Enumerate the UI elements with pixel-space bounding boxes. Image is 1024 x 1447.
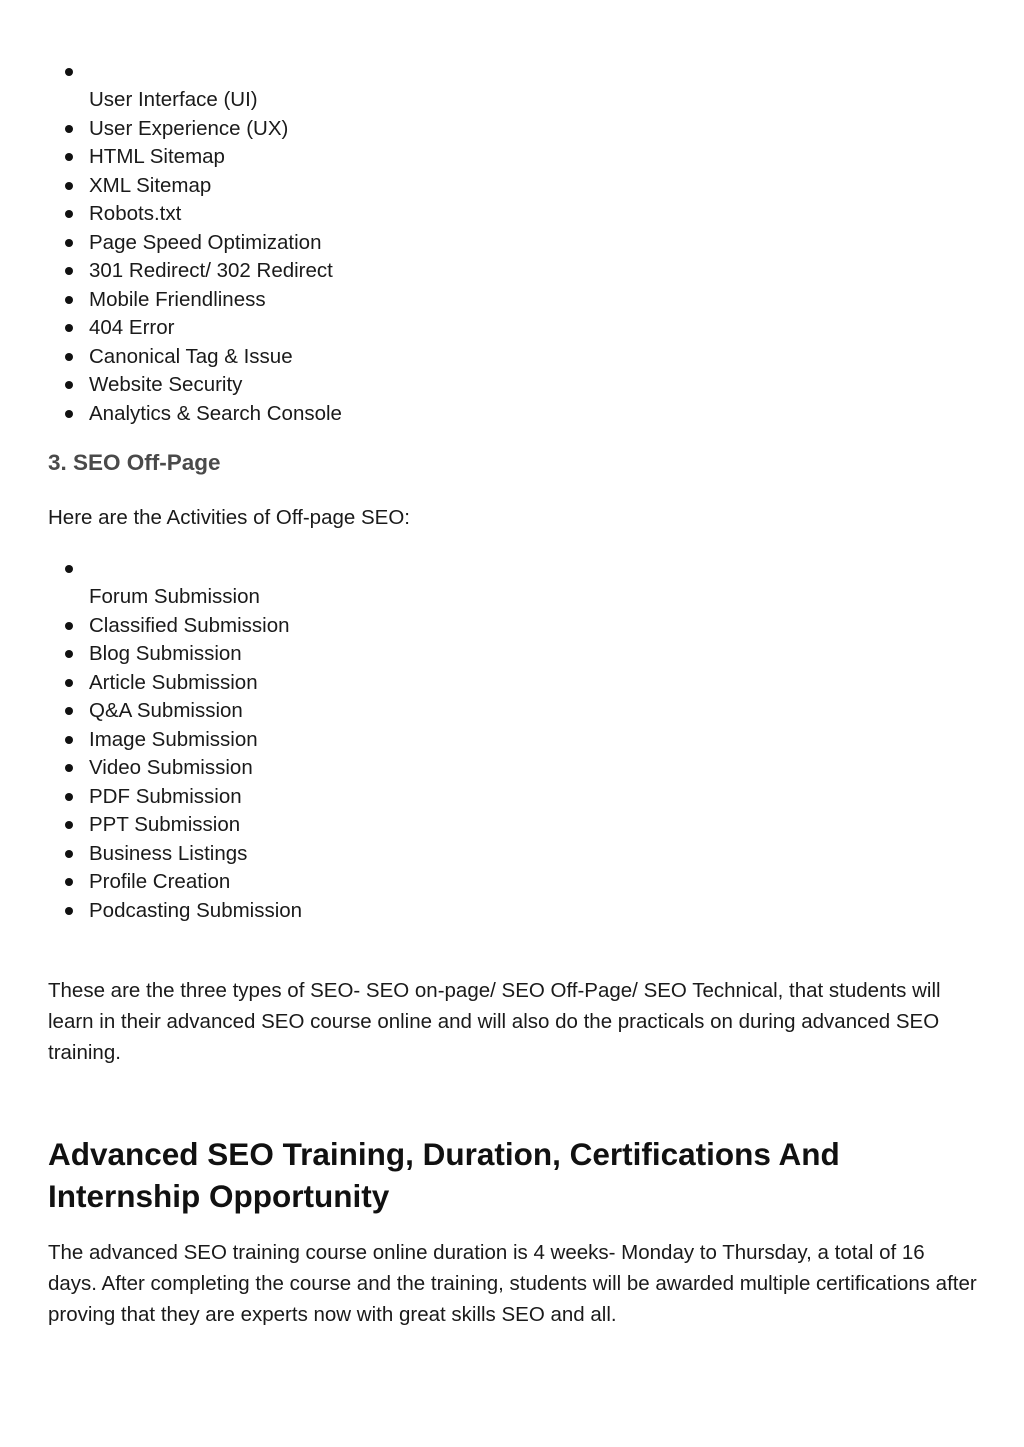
list-item-text: XML Sitemap xyxy=(89,173,212,197)
offpage-seo-list xyxy=(48,555,302,925)
bullet-icon xyxy=(65,650,73,658)
list-item-text: Mobile Friendliness xyxy=(89,287,266,311)
list-item xyxy=(48,783,302,812)
bullet-icon xyxy=(65,153,73,161)
training-section-heading: Advanced SEO Training, Duration, Certifications And Internship Opportunity xyxy=(48,1136,840,1214)
bullet-icon xyxy=(65,410,73,418)
bullet-icon xyxy=(65,381,73,389)
list-item-text: Q&A Submission xyxy=(89,699,243,722)
list-item-text: 301 Redirect/ 302 Redirect xyxy=(89,259,333,282)
list-item xyxy=(48,58,342,86)
list-item-text: Video Submission xyxy=(89,756,253,779)
list-item-text: Article Submission xyxy=(89,670,258,694)
list-item xyxy=(48,897,302,926)
list-item-text: Image Submission xyxy=(89,727,258,751)
list-item-text: Canonical Tag & Issue xyxy=(89,344,293,368)
bullet-icon xyxy=(65,267,73,275)
section-heading-offpage: 3. SEO Off-Page xyxy=(48,450,221,475)
summary-paragraph: These are the three types of SEO- SEO on-page/ SEO Off-Page/ SEO Technical, that students will learn in their advanced SEO course online and will also do the practicals on during advanced SEO training. xyxy=(48,979,941,1064)
bullet-icon xyxy=(65,764,73,772)
list-item xyxy=(48,257,342,286)
bullet-icon xyxy=(65,622,73,630)
list-item xyxy=(48,697,302,726)
list-item xyxy=(48,612,302,641)
list-item xyxy=(48,400,342,429)
list-item xyxy=(48,726,302,755)
list-item-text: Forum Submission xyxy=(89,585,260,608)
bullet-icon xyxy=(65,68,73,76)
list-item xyxy=(48,640,302,669)
technical-seo-list xyxy=(48,58,342,428)
list-item xyxy=(48,343,342,372)
list-item-text: HTML Sitemap xyxy=(89,145,225,168)
bullet-icon xyxy=(65,353,73,361)
list-item xyxy=(48,286,342,315)
bullet-icon xyxy=(65,239,73,247)
list-item xyxy=(48,811,302,840)
list-item xyxy=(48,555,302,583)
list-item-text: PDF Submission xyxy=(89,784,242,808)
bullet-icon xyxy=(65,707,73,715)
list-item xyxy=(48,115,342,144)
list-item xyxy=(48,868,302,897)
list-item-text: Analytics & Search Console xyxy=(89,401,342,425)
offpage-intro-text: Here are the Activities of Off-page SEO: xyxy=(48,506,410,529)
bullet-icon xyxy=(65,907,73,915)
list-item-text: Blog Submission xyxy=(89,642,242,665)
list-item xyxy=(48,840,302,869)
bullet-icon xyxy=(65,878,73,886)
list-item-text: Page Speed Optimization xyxy=(89,230,322,254)
bullet-icon xyxy=(65,850,73,858)
list-item xyxy=(48,754,302,783)
list-item-text: Classified Submission xyxy=(89,613,290,637)
list-item xyxy=(48,314,342,343)
list-item-text: User Interface (UI) xyxy=(89,88,258,111)
list-item xyxy=(48,583,302,612)
bullet-icon xyxy=(65,679,73,687)
list-item-text: Website Security xyxy=(89,373,243,396)
training-duration-paragraph: The advanced SEO training course online duration is 4 weeks- Monday to Thursday, a total of 16 days. After completing the course and the training, students will be awarded multiple certifications after proving that they are experts now with great skills SEO and all. xyxy=(48,1241,977,1326)
list-item-text: Podcasting Submission xyxy=(89,898,303,922)
list-item-text: Robots.txt xyxy=(89,202,182,225)
list-item xyxy=(48,200,342,229)
bullet-icon xyxy=(65,793,73,801)
list-item-text: Profile Creation xyxy=(89,870,231,893)
bullet-icon xyxy=(65,125,73,133)
list-item xyxy=(48,86,342,115)
bullet-icon xyxy=(65,182,73,190)
bullet-icon xyxy=(65,296,73,304)
list-item xyxy=(48,669,302,698)
bullet-icon xyxy=(65,821,73,829)
list-item xyxy=(48,172,342,201)
bullet-icon xyxy=(65,736,73,744)
list-item-text: Business Listings xyxy=(89,841,248,865)
list-item-text: 404 Error xyxy=(89,316,175,339)
list-item xyxy=(48,229,342,258)
bullet-icon xyxy=(65,565,73,573)
list-item-text: User Experience (UX) xyxy=(89,116,289,140)
bullet-icon xyxy=(65,210,73,218)
list-item xyxy=(48,371,342,400)
list-item-text: PPT Submission xyxy=(89,813,241,836)
list-item xyxy=(48,143,342,172)
bullet-icon xyxy=(65,324,73,332)
